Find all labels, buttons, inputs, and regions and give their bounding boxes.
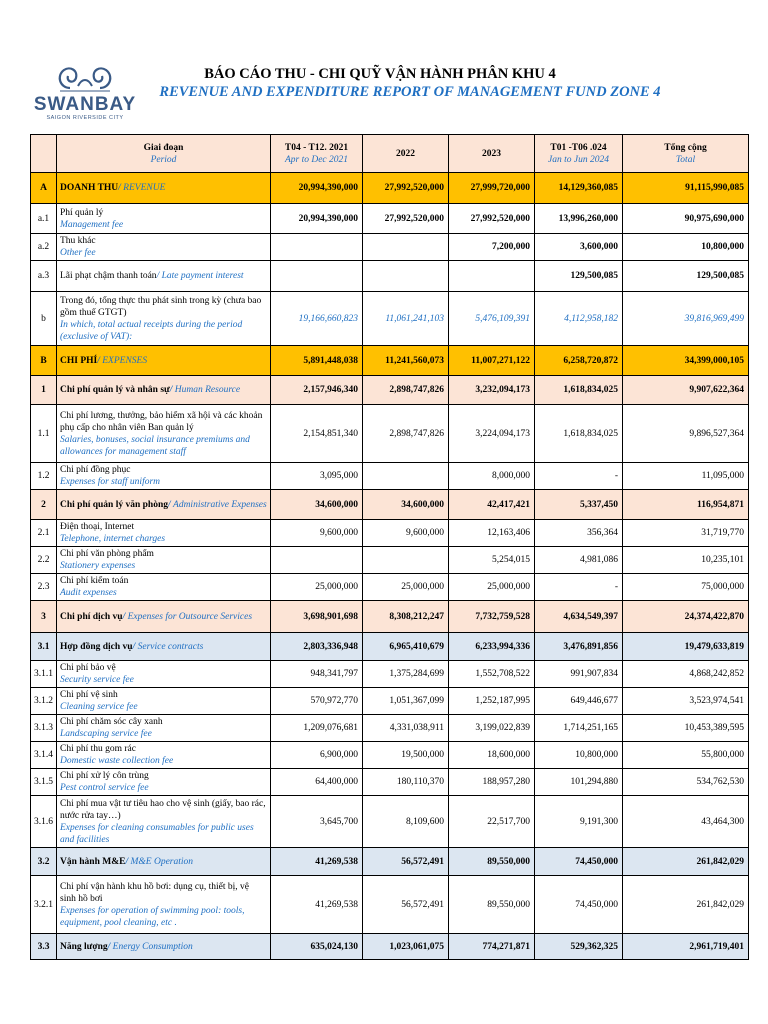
row-period-value: 101,294,880 (535, 769, 623, 796)
row-label-vi: Chi phí thu gom rác (60, 744, 136, 754)
row-label-en: EXPENSES (102, 355, 148, 366)
row-period-value: 56,572,491 (363, 876, 449, 934)
row-total-value: 55,800,000 (623, 742, 749, 769)
logo-tagline: SAIGON RIVERSIDE CITY (46, 115, 124, 121)
row-period-value: 56,572,491 (363, 848, 449, 876)
row-description (57, 796, 271, 848)
row-period-value: 11,241,560,073 (363, 346, 449, 376)
row-period-value: 3,232,094,173 (449, 376, 535, 405)
row-label-en: Salaries, bonuses, social insurance premiums and allowances for management staff (60, 434, 250, 457)
row-label-vi: Chi phí vận hành khu hồ bơi: dụng cụ, thiết bị, vệ sinh hồ bơi (60, 881, 249, 904)
row-description (57, 547, 271, 574)
row-description (57, 405, 271, 463)
row-code: 1.2 (31, 463, 57, 490)
row-label-en: Security service fee (60, 675, 134, 685)
row-period-value: 25,000,000 (449, 574, 535, 601)
row-period-value: 9,600,000 (363, 520, 449, 547)
table-row (31, 688, 749, 715)
row-description (57, 661, 271, 688)
row-period-value: 3,224,094,173 (449, 405, 535, 463)
header-total-cell (623, 135, 749, 173)
row-code: 3.1.4 (31, 742, 57, 769)
report-title-vi: BÁO CÁO THU - CHI QUỸ VẬN HÀNH PHÂN KHU 4 (204, 66, 556, 82)
row-total-value: 10,235,101 (623, 547, 749, 574)
row-period-value: 25,000,000 (363, 574, 449, 601)
row-period-value: 5,337,450 (535, 490, 623, 520)
row-total-value: 9,896,527,364 (623, 405, 749, 463)
row-code: 2.3 (31, 574, 57, 601)
row-description (57, 463, 271, 490)
row-label-vi: Chi phí mua vật tư tiêu hao cho vệ sinh (giấy, bao rác, nước rửa tay…) (60, 798, 266, 821)
row-label-separator: / (107, 941, 113, 952)
table-header-row (31, 135, 749, 173)
table-row (31, 204, 749, 234)
table-row (31, 376, 749, 405)
row-label-separator: / (97, 355, 103, 366)
row-code: 2.1 (31, 520, 57, 547)
row-period-value: 6,965,410,679 (363, 633, 449, 661)
row-label-vi: DOANH THU (60, 183, 119, 193)
row-label-en: Energy Consumption (112, 941, 193, 952)
row-description (57, 715, 271, 742)
row-period-value: 89,550,000 (449, 848, 535, 876)
row-description (57, 292, 271, 346)
row-label-en: In which, total actual receipts during the period (exclusive of VAT): (60, 319, 243, 342)
row-total-value: 90,975,690,000 (623, 204, 749, 234)
header-col2-cell: 2022 (363, 135, 449, 173)
logo-wordmark: SWANBAY (33, 94, 137, 115)
row-period-value: 11,007,271,122 (449, 346, 535, 376)
row-code: 2.2 (31, 547, 57, 574)
header-col1-cell (271, 135, 363, 173)
row-period-value: 635,024,130 (271, 934, 363, 960)
row-label-en: Expenses for cleaning consumables for public uses and facilities (60, 822, 254, 845)
report-title-en: REVENUE AND EXPENDITURE REPORT OF MANAGEMENT FUND ZONE 4 (159, 84, 661, 100)
row-period-value: 5,476,109,391 (449, 292, 535, 346)
table-row (31, 261, 749, 292)
row-label-vi: Hợp đồng dịch vụ (60, 641, 133, 652)
header-period-en: Period (150, 154, 177, 165)
row-total-value: 116,954,871 (623, 490, 749, 520)
row-period-value (271, 547, 363, 574)
row-label-vi: Chi phí văn phòng phẩm (60, 549, 154, 559)
table-row (31, 876, 749, 934)
row-code: 3.1.5 (31, 769, 57, 796)
row-total-value: 10,453,389,595 (623, 715, 749, 742)
table-row (31, 173, 749, 204)
table-row (31, 234, 749, 261)
row-label-en: Management fee (60, 219, 124, 230)
row-period-value: 1,552,708,522 (449, 661, 535, 688)
row-label-vi: CHI PHÍ (60, 355, 98, 366)
row-period-value (363, 463, 449, 490)
row-period-value: 27,999,720,000 (449, 173, 535, 204)
row-period-value (363, 547, 449, 574)
row-code: 3.2 (31, 848, 57, 876)
row-period-value (363, 234, 449, 261)
table-row (31, 769, 749, 796)
table-row (31, 405, 749, 463)
row-period-value: 3,698,901,698 (271, 601, 363, 633)
row-description (57, 876, 271, 934)
row-code: 2 (31, 490, 57, 520)
row-code: a.3 (31, 261, 57, 292)
row-code: a.1 (31, 204, 57, 234)
row-total-value: 43,464,300 (623, 796, 749, 848)
row-code: B (31, 346, 57, 376)
row-description (57, 633, 271, 661)
row-period-value: 6,258,720,872 (535, 346, 623, 376)
header-total-en: Total (675, 154, 696, 165)
row-total-value: 3,523,974,541 (623, 688, 749, 715)
header-col1-vi: T04 - T12. 2021 (284, 142, 349, 153)
row-description (57, 173, 271, 204)
table-row (31, 633, 749, 661)
row-label-en: Other fee (60, 248, 96, 258)
row-period-value: 529,362,325 (535, 934, 623, 960)
row-code: 3.3 (31, 934, 57, 960)
row-description (57, 742, 271, 769)
row-label-separator: / (118, 183, 124, 193)
table-row (31, 601, 749, 633)
row-label-vi: Chi phí quản lý và nhân sự (60, 385, 170, 395)
row-period-value: 19,500,000 (363, 742, 449, 769)
row-description (57, 376, 271, 405)
row-period-value: 14,129,360,085 (535, 173, 623, 204)
row-code: 3.1.1 (31, 661, 57, 688)
row-label-en: Expenses for Outsource Services (127, 611, 253, 622)
row-period-value: 2,803,336,948 (271, 633, 363, 661)
row-label-vi: Chi phí xử lý côn trùng (60, 771, 149, 781)
row-period-value: 3,095,000 (271, 463, 363, 490)
table-row (31, 520, 749, 547)
row-total-value: 31,719,770 (623, 520, 749, 547)
row-total-value: 91,115,990,085 (623, 173, 749, 204)
row-label-en: Human Resource (174, 385, 241, 395)
header-period-vi: Giai đoạn (143, 142, 184, 153)
row-period-value: 25,000,000 (271, 574, 363, 601)
row-label-en: Landscaping service fee (60, 729, 152, 739)
row-period-value: 991,907,834 (535, 661, 623, 688)
row-period-value: 2,157,946,340 (271, 376, 363, 405)
row-code: 3.1 (31, 633, 57, 661)
row-label-en: Stationery expenses (60, 561, 136, 571)
swan-icon (30, 62, 140, 94)
row-period-value: 1,375,284,699 (363, 661, 449, 688)
row-description (57, 234, 271, 261)
row-period-value: 18,600,000 (449, 742, 535, 769)
row-period-value (363, 261, 449, 292)
row-period-value: 3,645,700 (271, 796, 363, 848)
row-label-vi: Lãi phạt chậm thanh toán (60, 271, 157, 281)
header-col3-cell: 2023 (449, 135, 535, 173)
row-period-value: 1,618,834,025 (535, 376, 623, 405)
row-label-en: Expenses for operation of swimming pool: tools, equipment, pool cleaning, etc . (60, 905, 245, 928)
row-description (57, 848, 271, 876)
row-label-vi: Chi phí bảo vệ (60, 663, 116, 673)
row-period-value: 3,600,000 (535, 234, 623, 261)
row-label-vi: Chi phí lương, thưởng, bảo hiểm xã hội và các khoản phụ cấp cho nhân viên Ban quản lý (60, 410, 263, 433)
row-label-vi: Chi phí chăm sóc cây xanh (60, 717, 163, 727)
row-period-value: 2,154,851,340 (271, 405, 363, 463)
row-label-vi: Chi phí kiểm toán (60, 576, 129, 586)
row-total-value: 24,374,422,870 (623, 601, 749, 633)
row-period-value (449, 261, 535, 292)
row-code: 1 (31, 376, 57, 405)
row-period-value: 4,331,038,911 (363, 715, 449, 742)
row-label-vi: Chi phí đồng phục (60, 465, 131, 475)
header-period-cell (57, 135, 271, 173)
table-row (31, 934, 749, 960)
row-total-value: 2,961,719,401 (623, 934, 749, 960)
header-col4-cell (535, 135, 623, 173)
row-period-value: 27,992,520,000 (363, 204, 449, 234)
row-period-value: 6,233,994,336 (449, 633, 535, 661)
table-row (31, 463, 749, 490)
row-description (57, 934, 271, 960)
row-period-value: 11,061,241,103 (363, 292, 449, 346)
row-total-value: 75,000,000 (623, 574, 749, 601)
row-total-value: 261,842,029 (623, 876, 749, 934)
row-period-value: 74,450,000 (535, 876, 623, 934)
row-period-value: 20,994,390,000 (271, 204, 363, 234)
row-period-value: 1,023,061,075 (363, 934, 449, 960)
row-period-value: - (535, 574, 623, 601)
row-label-en: Audit expenses (60, 588, 117, 598)
row-period-value: 1,209,076,681 (271, 715, 363, 742)
row-period-value: 6,900,000 (271, 742, 363, 769)
row-code: 3.1.3 (31, 715, 57, 742)
row-period-value: 356,364 (535, 520, 623, 547)
row-label-vi: Trong đó, tổng thực thu phát sinh trong kỳ (chưa bao gồm thuế GTGT) (60, 295, 262, 318)
row-total-value: 261,842,029 (623, 848, 749, 876)
row-period-value: 9,191,300 (535, 796, 623, 848)
row-period-value: 19,166,660,823 (271, 292, 363, 346)
row-label-vi: Chi phí quản lý văn phòng (60, 499, 168, 510)
row-description (57, 601, 271, 633)
row-period-value: 8,000,000 (449, 463, 535, 490)
table-row (31, 848, 749, 876)
row-label-separator: / (122, 611, 128, 622)
row-period-value: 948,341,797 (271, 661, 363, 688)
row-total-value: 129,500,085 (623, 261, 749, 292)
row-period-value: 7,732,759,528 (449, 601, 535, 633)
row-period-value: 13,996,260,000 (535, 204, 623, 234)
row-period-value: - (535, 463, 623, 490)
row-period-value: 34,600,000 (271, 490, 363, 520)
row-label-separator: / (125, 856, 131, 867)
row-period-value: 4,981,086 (535, 547, 623, 574)
row-period-value: 188,957,280 (449, 769, 535, 796)
report-table (30, 134, 749, 960)
row-period-value: 74,450,000 (535, 848, 623, 876)
row-label-en: Cleaning service fee (60, 702, 138, 712)
row-description (57, 769, 271, 796)
row-period-value: 129,500,085 (535, 261, 623, 292)
row-label-vi: Phí quản lý (60, 207, 104, 218)
row-label-en: Domestic waste collection fee (60, 756, 174, 766)
row-label-en: Pest control service fee (60, 783, 149, 793)
row-label-separator: / (132, 641, 138, 652)
row-label-vi: Thu khác (60, 236, 96, 246)
row-code: 3.2.1 (31, 876, 57, 934)
row-period-value: 8,308,212,247 (363, 601, 449, 633)
row-description (57, 520, 271, 547)
row-period-value: 7,200,000 (449, 234, 535, 261)
row-description (57, 204, 271, 234)
row-period-value: 27,992,520,000 (449, 204, 535, 234)
row-label-vi: Chi phí dịch vụ (60, 611, 123, 622)
row-code: 3.1.2 (31, 688, 57, 715)
row-period-value: 3,476,891,856 (535, 633, 623, 661)
row-label-en: REVENUE (123, 183, 166, 193)
row-label-separator: / (169, 385, 175, 395)
row-period-value: 4,112,958,182 (535, 292, 623, 346)
row-period-value: 570,972,770 (271, 688, 363, 715)
row-period-value: 649,446,677 (535, 688, 623, 715)
row-period-value: 1,714,251,165 (535, 715, 623, 742)
row-period-value: 41,269,538 (271, 848, 363, 876)
row-label-vi: Chi phí vệ sinh (60, 690, 118, 700)
row-period-value: 12,163,406 (449, 520, 535, 547)
table-row (31, 490, 749, 520)
row-period-value: 42,417,421 (449, 490, 535, 520)
row-period-value: 9,600,000 (271, 520, 363, 547)
row-label-en: Late payment interest (161, 271, 244, 281)
row-period-value: 2,898,747,826 (363, 376, 449, 405)
table-row (31, 661, 749, 688)
row-label-separator: / (168, 499, 174, 510)
row-period-value: 774,271,871 (449, 934, 535, 960)
row-period-value: 180,110,370 (363, 769, 449, 796)
row-description (57, 574, 271, 601)
row-total-value: 10,800,000 (623, 234, 749, 261)
table-row (31, 292, 749, 346)
row-period-value: 34,600,000 (363, 490, 449, 520)
header-code-cell (31, 135, 57, 173)
header-col4-vi: T01 -T06 .024 (550, 142, 607, 153)
row-description (57, 346, 271, 376)
row-period-value: 5,891,448,038 (271, 346, 363, 376)
row-label-en: Telephone, internet charges (60, 534, 166, 544)
row-total-value: 19,479,633,819 (623, 633, 749, 661)
row-period-value: 8,109,600 (363, 796, 449, 848)
header-col4-en: Jan to Jun 2024 (548, 154, 609, 165)
row-label-separator: / (156, 271, 162, 281)
row-total-value: 534,762,530 (623, 769, 749, 796)
swanbay-logo (30, 62, 140, 124)
row-label-vi: Năng lượng (60, 941, 108, 952)
table-row (31, 796, 749, 848)
table-row (31, 574, 749, 601)
row-total-value: 11,095,000 (623, 463, 749, 490)
table-row (31, 346, 749, 376)
row-period-value: 22,517,700 (449, 796, 535, 848)
row-period-value: 4,634,549,397 (535, 601, 623, 633)
row-label-en: Service contracts (137, 641, 204, 652)
row-period-value: 41,269,538 (271, 876, 363, 934)
row-description (57, 490, 271, 520)
row-period-value: 20,994,390,000 (271, 173, 363, 204)
row-period-value (271, 234, 363, 261)
row-total-value: 34,399,000,105 (623, 346, 749, 376)
row-total-value: 4,868,242,852 (623, 661, 749, 688)
row-code: 1.1 (31, 405, 57, 463)
header-total-vi: Tổng cộng (664, 142, 707, 153)
row-description (57, 688, 271, 715)
row-code: 3 (31, 601, 57, 633)
row-label-en: Expenses for staff uniform (60, 477, 161, 487)
row-period-value: 10,800,000 (535, 742, 623, 769)
row-period-value: 1,051,367,099 (363, 688, 449, 715)
row-period-value: 2,898,747,826 (363, 405, 449, 463)
row-period-value: 5,254,015 (449, 547, 535, 574)
row-code: a.2 (31, 234, 57, 261)
row-period-value: 27,992,520,000 (363, 173, 449, 204)
row-label-en: M&E Operation (130, 856, 194, 867)
row-label-vi: Điện thoại, Internet (60, 522, 135, 532)
row-label-vi: Vận hành M&E (60, 856, 126, 867)
row-description (57, 261, 271, 292)
row-period-value: 1,252,187,995 (449, 688, 535, 715)
row-period-value: 1,618,834,025 (535, 405, 623, 463)
table-row (31, 715, 749, 742)
row-code: b (31, 292, 57, 346)
row-code: A (31, 173, 57, 204)
row-period-value: 3,199,022,839 (449, 715, 535, 742)
table-row (31, 742, 749, 769)
row-period-value: 89,550,000 (449, 876, 535, 934)
row-period-value (271, 261, 363, 292)
header-col1-en: Apr to Dec 2021 (284, 154, 349, 165)
row-code: 3.1.6 (31, 796, 57, 848)
row-label-en: Administrative Expenses (173, 499, 267, 510)
table-row (31, 547, 749, 574)
row-period-value: 64,400,000 (271, 769, 363, 796)
row-total-value: 9,907,622,364 (623, 376, 749, 405)
row-total-value: 39,816,969,499 (623, 292, 749, 346)
